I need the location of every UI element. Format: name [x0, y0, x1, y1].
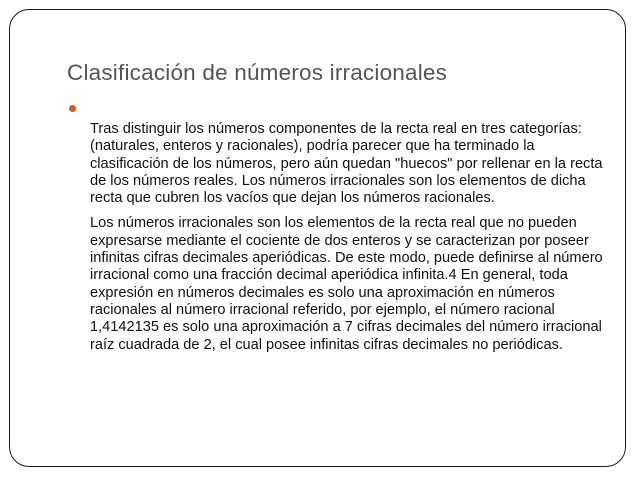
slide-title: Clasificación de números irracionales [67, 60, 448, 85]
paragraph-2: Los números irracionales son los elementos de la recta real que no pueden expresarse mediante el cociente de dos enteros y se caracterizan por poseer infinitas cifras decimales aperiódicas. De este modo, puede definirse al número irracional como una fracción decimal aperiódica infinita.4 En general, toda expresión en números decimales es solo una aproximación en números racionales al número irracional referido, por ejemplo, el número racional 1,4142135 es solo una aproximación a 7 cifras decimales del número irracional raíz cuadrada de 2, el cual posee infinitas cifras decimales no periódicas. [90, 215, 603, 353]
paragraph-1: Tras distinguir los números componentes de la recta real en tres categorías: (naturales, enteros y racionales), podría parecer que ha terminado la clasificación de los números, pero aún quedan "huecos" por rellenar en la recta de los números reales. Los números irracionales son los elementos de dicha recta que cubren los vacíos que dejan los números racionales. [90, 121, 603, 207]
slide-body [90, 121, 610, 362]
bullet-icon [69, 105, 76, 112]
